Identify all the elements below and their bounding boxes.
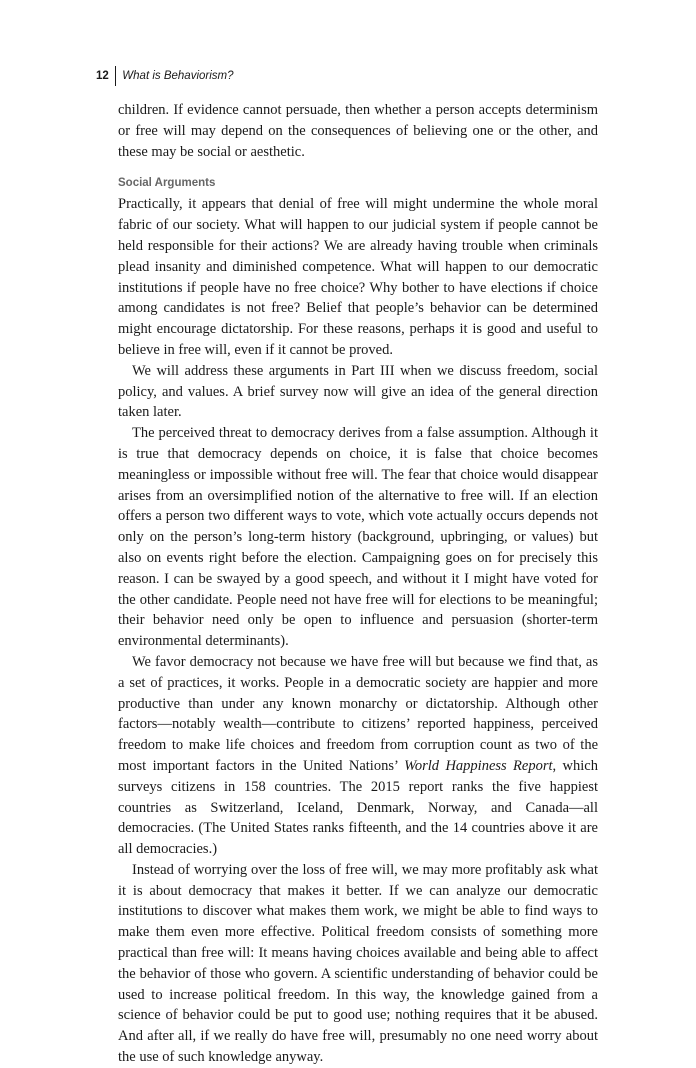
paragraph-5: Instead of worrying over the loss of free will, we may more profitably ask what it is about democracy that makes it better. If we can analyze our democratic institutions to discover what makes them work, we might be able to find ways to make them even more effective. Political freedom consists of something more practical than free will: It means having choices available and being able to affect the behavior of those who govern. A scientific understanding of behavior could be used to increase political freedom. In this way, the knowledge gained from a science of behavior could be put to good use; nothing requires that it be abused. And after all, if we really do have free will, presumably no one need worry about the use of such knowledge anyway. [118,861,598,1066]
paragraph-4 [118,652,598,860]
page-number: 12 [96,70,109,82]
report-title: World Happiness Report [404,757,553,774]
running-head [96,66,234,86]
section-heading: Social Arguments [118,177,216,190]
running-title: What is Behaviorism? [122,70,234,82]
paragraph-1: Practically, it appears that denial of free will might undermine the whole moral fabric of our society. What will happen to our judicial system if people cannot be held responsible for their actions? We are already having trouble when criminals plead insanity and diminished competence. What will happen to our democratic institutions if people have no free choice? Why bother to have elections if choice among candidates is not free? Belief that people’s behavior can be determined might encourage dictatorship. For these reasons, perhaps it is good and useful to believe in free will, even if it cannot be proved. [118,196,598,358]
paragraph-2: We will address these arguments in Part III when we discuss freedom, social policy, and values. A brief survey now will give an idea of the general direction taken later. [118,362,598,421]
paragraph-3: The perceived threat to democracy derives from a false assumption. Although it is true that democracy depends on choice, it is false that choice becomes meaningless or impossible without free will. The fear that choice would disappear arises from an oversimplified notion of the alternative to free will. If an election offers a person two different ways to vote, which vote actually occurs depends not only on the person’s long-term history (background, upbringing, or values) but also on events right before the election. Campaigning goes on for precisely this reason. I can be swayed by a good speech, and without it I might have voted for the other candidate. People need not have free will for elections to be meaningful; their behavior need only be open to influence and persuasion (shorter-term environmental determinants). [118,425,598,650]
paragraph-4-text-after: , which surveys citizens in 158 countries. The 2015 report ranks the five happiest countries as Switzerland, Iceland, Denmark, Norway, and Canada—all democracies. (The United States ranks fifteenth, and the 14 countries above it are all democracies.) [118,757,598,858]
body-text [118,100,598,1068]
header-divider [115,66,117,86]
paragraph-carryover: children. If evidence cannot persuade, then whether a person accepts determinism or free will may depend on the consequences of believing one or the other, and these may be social or aesthetic. [118,102,598,160]
paragraph-4-text-before: We favor democracy not because we have free will but because we find that, as a set of practices, it works. People in a democratic society are happier and more productive than under any known monarchy or dictatorship. Although other factors—notably wealth—contribute to citizens’ reported happiness, perceived freedom to make life choices and freedom from corruption count as two of the most important factors in the United Nations’ [118,653,598,774]
